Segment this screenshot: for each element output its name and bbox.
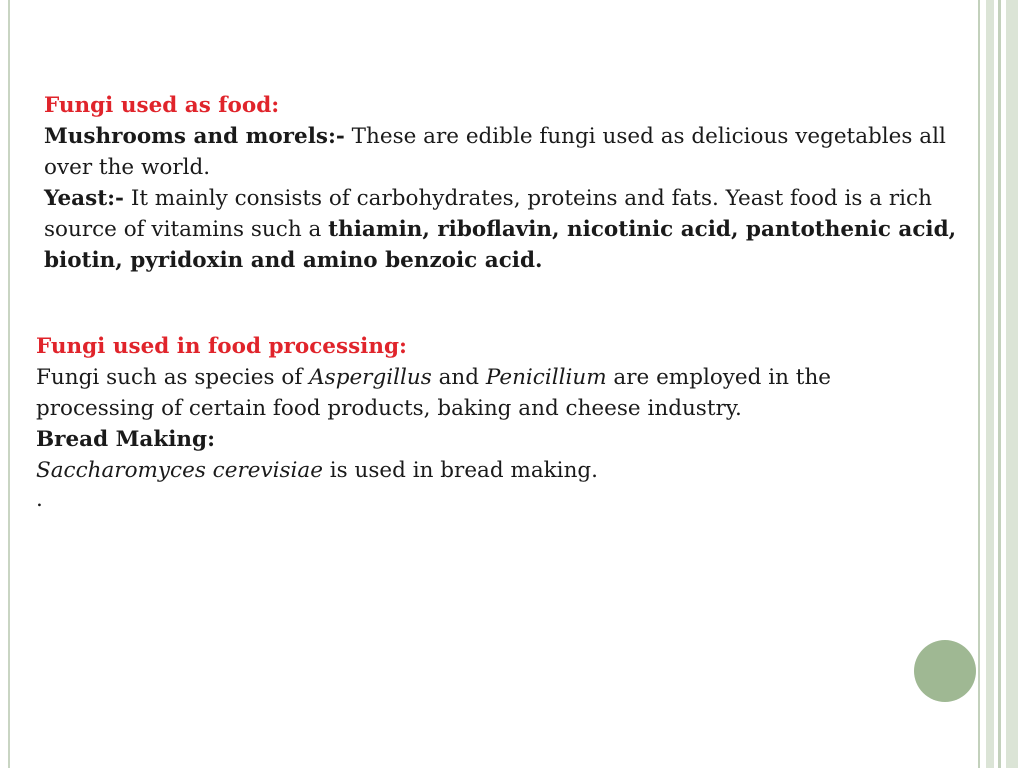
food-heading: Fungi used as food:: [44, 93, 280, 118]
mushrooms-text: These are edible fungi used as delicious vegetables all over the world.: [44, 124, 946, 180]
stripe: [998, 0, 1001, 768]
stripe: [986, 0, 994, 768]
yeast-vitamins: thiamin, riboflavin, nicotinic acid, pantothenic acid, biotin, pyridoxin and amino benzoic acid.: [44, 217, 957, 273]
genus-aspergillus: Aspergillus: [309, 365, 432, 390]
food-processing-section: [36, 331, 956, 514]
bread-paragraph: [36, 455, 956, 486]
processing-text-1: Fungi such as species of: [36, 365, 310, 390]
species-name: Saccharomyces cerevisiae: [36, 458, 323, 483]
bread-text: is used in bread making.: [322, 458, 599, 483]
decorative-circle: [914, 640, 976, 702]
stripe: [1006, 0, 1018, 768]
yeast-paragraph: [44, 183, 964, 276]
processing-paragraph: [36, 362, 956, 424]
yeast-label: Yeast:-: [44, 186, 124, 211]
mushrooms-paragraph: [44, 121, 964, 183]
mushrooms-label: Mushrooms and morels:-: [44, 124, 345, 149]
food-section: [44, 90, 964, 276]
stripe: [978, 0, 980, 768]
bread-making-heading: Bread Making:: [36, 427, 216, 452]
processing-heading: Fungi used in food processing:: [36, 334, 407, 359]
yeast-text: It mainly consists of carbohydrates, proteins and fats. Yeast food is a rich source of vitamins such a: [44, 186, 932, 242]
trailing-dot: .: [36, 487, 43, 512]
left-border-line: [8, 0, 10, 768]
genus-penicillium: Penicillium: [485, 365, 607, 390]
processing-text-2: and: [431, 365, 486, 390]
processing-text-3: are employed in the processing of certain food products, baking and cheese industry.: [36, 365, 832, 421]
right-decorative-stripes: [978, 0, 1024, 768]
